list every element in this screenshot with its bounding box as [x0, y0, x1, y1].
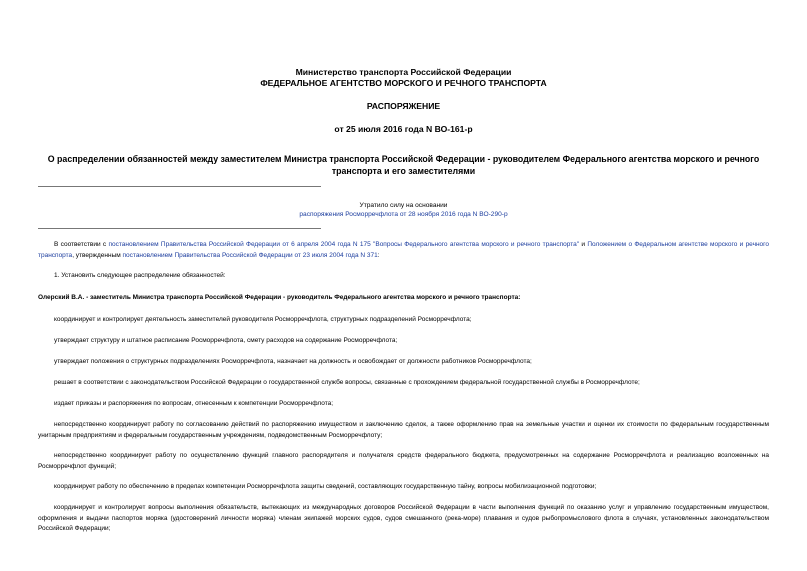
document-title — [0, 153, 807, 177]
divider-top — [38, 186, 321, 187]
document-type: РАСПОРЯЖЕНИЕ — [366, 101, 441, 111]
title-line-2: транспорта и его заместителями — [331, 166, 476, 176]
duty-item: координирует и контролирует вопросы выполнения обязательств, вытекающих из международных договоров Российской Федерации в части выполнения функций по оказанию услуг и управлению государственным имуществом, оформления и выдачи паспортов моряка (удостоверений личности моряка) членам экипажей морских судов, судов смешанного (река-море) плавания и судов рыбопромыслового флота в случаях, установленных законодательством Российской Федерации; — [38, 504, 769, 532]
preamble-text-4: : — [377, 251, 380, 259]
duty-item: непосредственно координирует работу по согласованию действий по распоряжению имуществом и заключению сделок, а также оформлению прав на земельные участки и оценки их стоимости по федеральным государственным унитарным предприятиям и федеральным государственным учреждениям, подведомственным Росморречфлоту; — [38, 421, 769, 439]
repeal-order-link[interactable]: распоряжения Росморречфлота от 28 ноября 2016 года N ВО-290-р — [299, 211, 508, 218]
status-note-link-row — [0, 210, 807, 220]
preamble-text-3: , утвержденным — [72, 251, 123, 259]
decree-175-link[interactable]: постановлением Правительства Российской Федерации от 6 апреля 2004 года N 175 "Вопросы Федерального агентства морского и речного транспорта" — [108, 241, 580, 248]
duty-item: непосредственно координирует работу по осуществлению функций главного распорядителя и получателя средств федерального бюджета, предусмотренных на содержание Росморречфлота и реализацию возложенных на Росморречфлот функций; — [38, 452, 769, 470]
agency-regulation-link[interactable]: Положением о Федеральном агентстве морского и речного транспорта — [38, 241, 770, 259]
preamble-text-1: В соответствии с — [54, 241, 109, 248]
duty-item: утверждает положения о структурных подразделениях Росморречфлота, назначает на должность и освобождает от должности работников Росморречфлота; — [54, 358, 532, 365]
clause-1: 1. Установить следующее распределение обязанностей: — [54, 272, 226, 279]
duty-item: координирует и контролирует деятельность заместителей руководителя Росморречфлота, структурных подразделений Росморречфлота; — [54, 316, 472, 323]
official-heading: Олерский В.А. - заместитель Министра транспорта Российской Федерации - руководитель Федерального агентства морского и речного транспорта: — [38, 294, 521, 301]
agency-name: ФЕДЕРАЛЬНОЕ АГЕНТСТВО МОРСКОГО И РЕЧНОГО ТРАНСПОРТА — [260, 78, 547, 88]
ministry-name: Министерство транспорта Российской Федерации — [295, 67, 512, 77]
duty-item: утверждает структуру и штатное расписание Росморречфлота, смету расходов на содержание Росморречфлота; — [54, 337, 398, 344]
document-date: от 25 июля 2016 года N ВО-161-р — [334, 124, 473, 134]
preamble-text-2: и — [579, 241, 588, 248]
duty-item: издает приказы и распоряжения по вопросам, отнесенным к компетенции Росморречфлота; — [54, 400, 334, 407]
duty-item: решает в соответствии с законодательством Российской Федерации о государственной службе вопросы, связанные с прохождением федеральной государственной службы в Росморречфлоте; — [54, 379, 640, 386]
status-note-text: Утратило силу на основании — [359, 202, 448, 209]
title-line-1: О распределении обязанностей между заместителем Министра транспорта Российской Федерации - руководителем Федерального агентства морского и речного — [47, 154, 760, 164]
decree-371-link[interactable]: постановлением Правительства Российской Федерации от 23 июля 2004 года N 371 — [122, 251, 378, 259]
duty-item: координирует работу по обеспечению в пределах компетенции Росморречфлота защиты сведений, составляющих государственную тайну, вопросы мобилизационной подготовки; — [54, 483, 597, 490]
preamble-paragraph — [38, 240, 769, 261]
divider-bottom — [38, 228, 321, 229]
